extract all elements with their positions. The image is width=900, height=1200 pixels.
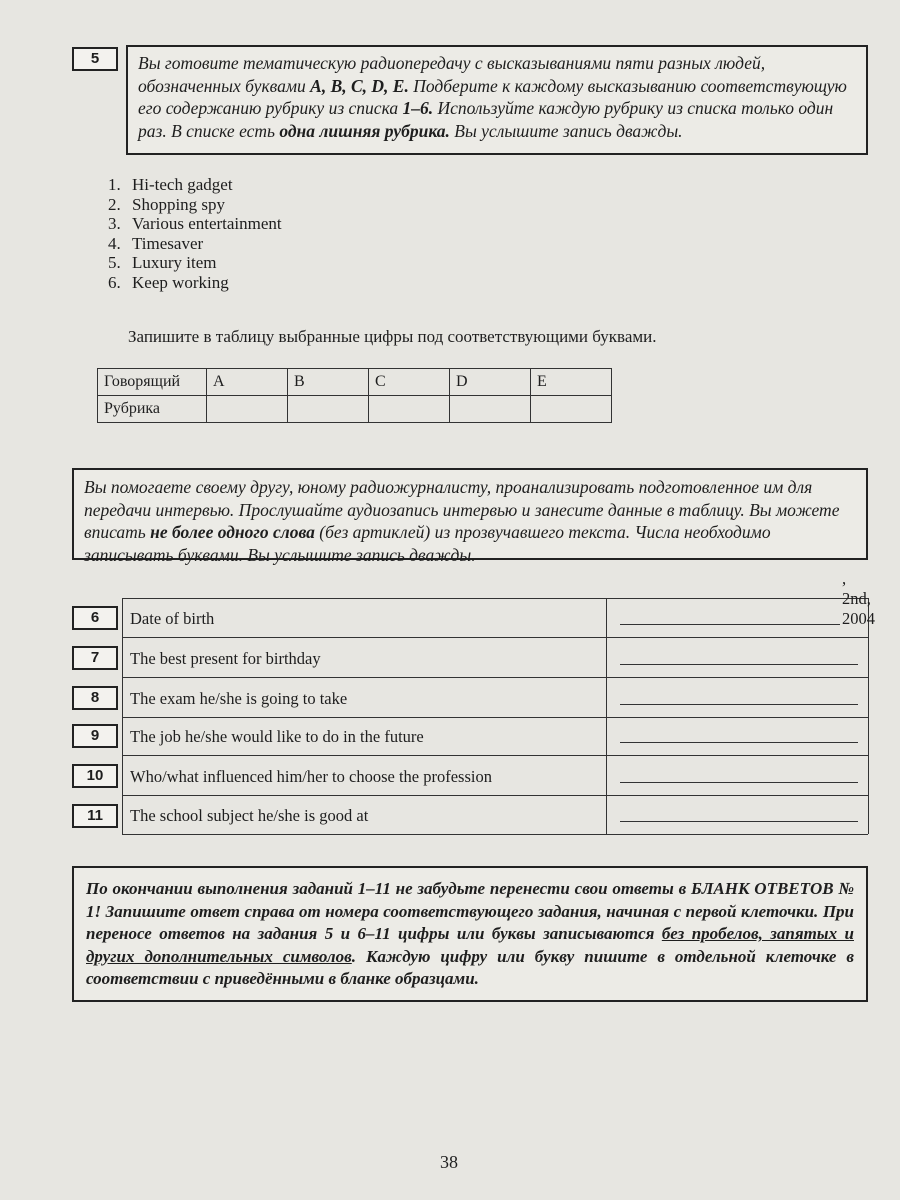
task-number-5: 5 xyxy=(72,47,118,71)
table-row xyxy=(98,369,612,396)
answer-line[interactable] xyxy=(620,782,858,783)
letter-cell: A xyxy=(207,369,288,396)
answer-line[interactable] xyxy=(620,742,858,743)
answer-column-divider xyxy=(606,717,607,755)
answer-column-divider xyxy=(606,598,607,637)
list-item: 4. Timesaver xyxy=(108,233,204,253)
closing-reminder: По окончании выполнения заданий 1–11 не забудьте перенести свои ответы в БЛАНК ОТВЕТОВ № 1! Запишите ответ справа от номера соответствующего задания, начиная с первой клеточки. При переносе ответов на задания 5 и 6–11 цифры или буквы записываются без пробелов, запятых и других дополнительных символов. Каждую цифру или букву пишите в отдельной клеточке в соответствии с приведёнными в бланке образцами. xyxy=(72,866,868,1002)
answer-cell[interactable] xyxy=(369,396,450,423)
rubric-list xyxy=(108,175,282,292)
answer-cell[interactable] xyxy=(531,396,612,423)
row-question: Who/what influenced him/her to choose the profession xyxy=(130,767,492,786)
task-number-8: 8 xyxy=(72,686,118,710)
rubric-header: Рубрика xyxy=(98,396,207,423)
list-item: 1. Hi-tech gadget xyxy=(108,175,233,194)
answer-column-divider xyxy=(606,678,607,717)
answer-column-divider xyxy=(606,638,607,677)
answer-cell[interactable] xyxy=(207,396,288,423)
row-question: The best present for birthday xyxy=(130,649,321,668)
answer-line[interactable] xyxy=(620,821,858,822)
page-number: 38 xyxy=(440,1152,458,1172)
interview-row xyxy=(122,678,868,718)
task-number-11: 11 xyxy=(72,804,118,828)
list-item: 5. Luxury item xyxy=(108,253,217,272)
table-row xyxy=(98,396,612,423)
table-instruction: Запишите в таблицу выбранные цифры под соответствующими буквами. xyxy=(128,327,657,346)
row-question: Date of birth xyxy=(130,609,215,628)
answer-cell[interactable] xyxy=(450,396,531,423)
interview-row xyxy=(122,756,868,796)
list-item: 2. Shopping spy xyxy=(108,194,226,214)
list-item: 3. Various entertainment xyxy=(108,214,282,233)
list-item: 6. Keep working xyxy=(108,272,229,292)
answer-line[interactable] xyxy=(620,704,858,705)
answer-table-task5 xyxy=(97,368,612,423)
interview-row xyxy=(122,638,868,678)
speaker-header: Говорящий xyxy=(98,369,207,396)
letter-cell: C xyxy=(369,369,450,396)
answer-line[interactable] xyxy=(620,624,840,625)
task5-instruction: Вы готовите тематическую радиопередачу с высказываниями пяти разных людей, обозначенных буквами A, B, C, D, E. Подберите к каждому высказыванию соответствующую его содержанию рубрику из списка 1–6. Используйте каждую рубрику из списка только один раз. В списке есть одна лишняя рубрика. Вы услышите запись дважды. xyxy=(126,45,868,155)
answer-cell[interactable] xyxy=(288,396,369,423)
date-suffix: , 2nd, 2004 xyxy=(842,569,875,628)
interview-table-right-border xyxy=(868,598,869,834)
answer-line[interactable] xyxy=(620,664,858,665)
letter-cell: B xyxy=(288,369,369,396)
task-number-9: 9 xyxy=(72,724,118,748)
row-question: The job he/she would like to do in the future xyxy=(130,727,424,746)
letter-cell: D xyxy=(450,369,531,396)
task-number-7: 7 xyxy=(72,646,118,670)
task-number-10: 10 xyxy=(72,764,118,788)
interview-row xyxy=(122,717,868,756)
interview-row xyxy=(122,795,868,835)
letter-cell: E xyxy=(531,369,612,396)
row-question: The school subject he/she is good at xyxy=(130,806,369,825)
task6-11-instruction: Вы помогаете своему другу, юному радиожурналисту, проанализировать подготовленное им для передачи интервью. Прослушайте аудиозапись интервью и занесите данные в таблицу. Вы можете вписать не более одного слова (без артиклей) из прозвучавшего текста. Числа необходимо записывать буквами. Вы услышите запись дважды. xyxy=(72,468,868,560)
row-question: The exam he/she is going to take xyxy=(130,689,348,708)
answer-column-divider xyxy=(606,756,607,795)
answer-column-divider xyxy=(606,795,607,834)
interview-row xyxy=(122,569,875,638)
task-number-6: 6 xyxy=(72,606,118,630)
